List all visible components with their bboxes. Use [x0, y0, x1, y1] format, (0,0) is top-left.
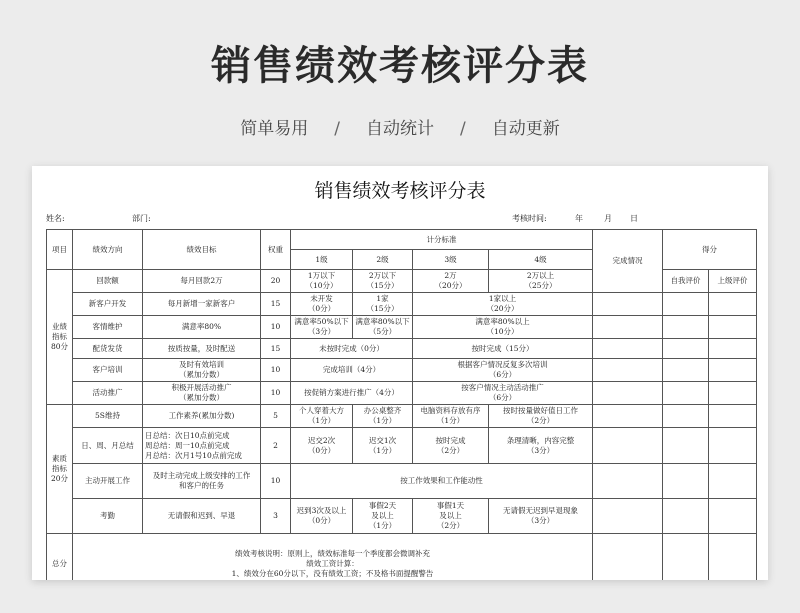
completion-cell[interactable]	[593, 428, 663, 464]
completion-cell[interactable]	[593, 293, 663, 316]
group-performance	[47, 270, 73, 405]
cell-line: （3分）	[526, 516, 555, 525]
cell-line: 根据客户情况反复多次培训	[457, 360, 548, 369]
self-eval-cell[interactable]	[663, 316, 709, 339]
level-cell	[291, 428, 353, 464]
separator: /	[460, 119, 466, 139]
cell-line: 月总结：次月1号10点前完成	[145, 450, 242, 460]
year-label: 年	[575, 214, 583, 223]
target-cell	[143, 428, 261, 464]
target-cell	[143, 359, 261, 382]
sup-eval-header: 上级评价	[709, 270, 757, 293]
direction-cell: 新客户开发	[73, 293, 143, 316]
notes-cell	[73, 534, 593, 581]
target-cell: 满意率80%	[143, 316, 261, 339]
cell-line: 2万以下	[368, 271, 397, 280]
sup-eval-cell[interactable]	[709, 382, 757, 405]
cell-line: 及时主动完成上级安排的工作	[152, 471, 251, 480]
cell-line: （2分）	[436, 445, 465, 455]
weight-cell: 15	[261, 293, 291, 316]
cell-line: （15分）	[366, 281, 399, 290]
table-row	[47, 499, 757, 534]
target-cell: 每月新增一家新客户	[143, 293, 261, 316]
level-cell	[413, 499, 489, 534]
direction-cell: 客情维护	[73, 316, 143, 339]
cell-line: （10分）	[305, 281, 338, 290]
cell-line: （累加分数）	[179, 393, 224, 402]
cell-line: 1家	[376, 294, 389, 303]
weight-cell: 10	[261, 316, 291, 339]
level-cell: 按时完成（15分）	[413, 339, 593, 359]
sup-eval-cell[interactable]	[709, 359, 757, 382]
weight-cell: 5	[261, 405, 291, 428]
self-eval-cell[interactable]	[663, 464, 709, 499]
weight-cell: 3	[261, 499, 291, 534]
cell-line: 事假2天	[368, 501, 397, 510]
sup-eval-cell[interactable]	[709, 534, 757, 581]
level-cell	[291, 270, 353, 293]
cell-line: 个人穿着大方	[299, 406, 344, 415]
cell-line: （0分）	[307, 516, 336, 525]
header-direction: 绩效方向	[73, 230, 143, 270]
level-cell: 按促销方案进行推广（4分）	[291, 382, 413, 405]
cell-line: 周总结：周一10点前完成	[145, 440, 230, 450]
cell-line: 迟交1次	[368, 435, 397, 445]
weight-cell: 2	[261, 428, 291, 464]
level-cell	[489, 428, 593, 464]
cell-line: （25分）	[524, 281, 557, 290]
tagline-auto-update: 自动更新	[491, 119, 560, 139]
level-cell	[291, 293, 353, 316]
completion-cell[interactable]	[593, 464, 663, 499]
self-eval-cell[interactable]	[663, 359, 709, 382]
direction-cell: 主动开展工作	[73, 464, 143, 499]
cell-line: （1分）	[436, 416, 465, 425]
cell-line: 满意率50%以下	[294, 317, 349, 326]
day-label: 日	[630, 214, 638, 223]
level-cell	[413, 270, 489, 293]
cell-line: （1分）	[307, 416, 336, 425]
banner-subtitle	[0, 114, 800, 139]
cell-line: （20分）	[434, 281, 467, 290]
sup-eval-cell[interactable]	[709, 339, 757, 359]
cell-line: （3分）	[307, 327, 336, 336]
dept-label: 部门:	[132, 214, 151, 223]
self-eval-cell[interactable]	[663, 428, 709, 464]
time-label: 考核时间:	[512, 214, 547, 223]
direction-cell: 考勤	[73, 499, 143, 534]
level-cell	[353, 293, 413, 316]
level-cell: 完成培训（4分）	[291, 359, 413, 382]
cell-line: 条理清晰，内容完整	[506, 435, 575, 445]
sup-eval-cell[interactable]	[709, 464, 757, 499]
table-row	[47, 464, 757, 499]
cell-line: （3分）	[526, 445, 555, 455]
cell-line: （0分）	[307, 445, 336, 455]
self-eval-header: 自我评价	[663, 270, 709, 293]
cell-line: （5分）	[368, 327, 397, 336]
banner-title: 销售绩效考核评分表	[211, 43, 589, 89]
cell-line: （2分）	[436, 521, 465, 530]
name-label: 姓名:	[46, 214, 65, 223]
level-cell	[413, 405, 489, 428]
level-cell	[353, 270, 413, 293]
cell-line: 按时完成	[435, 435, 466, 445]
cell-line: 满意率80%以上	[475, 317, 530, 326]
header-completion: 完成情况	[593, 230, 663, 293]
cell-line: （1分）	[368, 445, 397, 455]
cell-line: 及以上	[371, 511, 394, 520]
cell-line: 按客户情况主动活动推广	[461, 383, 544, 392]
cell-line: （1分）	[368, 521, 397, 530]
cell-line: 迟到3次及以上	[296, 506, 347, 515]
table-row	[47, 316, 757, 339]
level-cell	[413, 293, 593, 316]
cell-line: （6分）	[488, 393, 517, 402]
table-row	[47, 293, 757, 316]
header-criteria: 计分标准	[291, 230, 593, 250]
score-table	[46, 229, 757, 580]
group-text: 指标	[52, 464, 67, 473]
target-cell	[143, 464, 261, 499]
cell-line: 按时按量做好值日工作	[503, 406, 578, 415]
group-text: 素质	[52, 454, 67, 463]
header-level2: 2级	[353, 250, 413, 270]
level-cell	[489, 405, 593, 428]
cell-line: 办公桌整齐	[363, 406, 402, 415]
sup-eval-cell[interactable]	[709, 499, 757, 534]
cell-line: 和客户的任务	[179, 481, 224, 490]
weight-cell: 15	[261, 339, 291, 359]
completion-cell[interactable]	[593, 359, 663, 382]
group-text: 指标	[52, 332, 67, 341]
cell-line: （1分）	[368, 416, 397, 425]
note-line: 1、绩效分在60分以下，没有绩效工资；不及格书面提醒警告	[231, 568, 434, 578]
level-cell	[489, 499, 593, 534]
cell-line: 1万以下	[307, 271, 336, 280]
level-cell	[489, 270, 593, 293]
group-text: 20分	[50, 474, 69, 483]
level-cell	[353, 405, 413, 428]
cell-line: 满意率80%以下	[355, 317, 410, 326]
target-cell: 无请假和迟到、早退	[143, 499, 261, 534]
target-cell: 工作素养(累加分数)	[143, 405, 261, 428]
cell-line: 2万	[444, 271, 457, 280]
sup-eval-cell[interactable]	[709, 405, 757, 428]
cell-line: 及以上	[439, 511, 462, 520]
cell-line: 积极开展活动推广	[171, 383, 232, 392]
target-cell	[143, 382, 261, 405]
cell-line: （2分）	[526, 416, 555, 425]
level-cell: 按工作效果和工作能动性	[291, 464, 593, 499]
cell-line: 日总结：次日10点前完成	[145, 430, 230, 440]
table-row	[47, 359, 757, 382]
direction-cell: 活动推广	[73, 382, 143, 405]
separator: /	[334, 119, 340, 139]
level-cell	[413, 428, 489, 464]
level-cell	[413, 359, 593, 382]
self-eval-cell[interactable]	[663, 382, 709, 405]
completion-cell[interactable]	[593, 499, 663, 534]
table-row	[47, 339, 757, 359]
tagline-easy: 简单易用	[240, 119, 309, 139]
table-row	[47, 382, 757, 405]
self-eval-cell[interactable]	[663, 534, 709, 581]
direction-cell: 日、周、月总结	[73, 428, 143, 464]
cell-line: 事假1天	[436, 501, 465, 510]
level-cell	[413, 382, 593, 405]
completion-cell[interactable]	[593, 534, 663, 581]
cell-line: （10分）	[486, 327, 519, 336]
level-cell	[353, 499, 413, 534]
header-weight: 权重	[261, 230, 291, 270]
cell-line: 1家以上	[488, 294, 517, 303]
weight-cell: 10	[261, 382, 291, 405]
cell-line: （0分）	[307, 304, 336, 313]
header-level1: 1级	[291, 250, 353, 270]
completion-cell[interactable]	[593, 339, 663, 359]
cell-line: （累加分数）	[179, 370, 224, 379]
self-eval-cell[interactable]	[663, 339, 709, 359]
spreadsheet-preview	[32, 166, 768, 580]
sup-eval-cell[interactable]	[709, 316, 757, 339]
cell-line: 迟交2次	[307, 435, 336, 445]
header-level4: 4级	[489, 250, 593, 270]
weight-cell: 20	[261, 270, 291, 293]
target-cell: 每月回款2万	[143, 270, 261, 293]
level-cell	[413, 316, 593, 339]
table-row	[47, 428, 757, 464]
direction-cell: 回款额	[73, 270, 143, 293]
self-eval-cell[interactable]	[663, 405, 709, 428]
self-eval-cell[interactable]	[663, 499, 709, 534]
level-cell: 未按时完成（0分）	[291, 339, 413, 359]
header-target: 绩效目标	[143, 230, 261, 270]
table-row	[47, 534, 757, 581]
cell-line: 及时有效培训	[179, 360, 224, 369]
sup-eval-cell[interactable]	[709, 428, 757, 464]
month-label: 月	[604, 214, 612, 223]
direction-cell: 客户培训	[73, 359, 143, 382]
group-text: 业绩	[52, 322, 67, 331]
self-eval-cell[interactable]	[663, 293, 709, 316]
weight-cell: 10	[261, 359, 291, 382]
weight-cell: 10	[261, 464, 291, 499]
level-cell	[291, 316, 353, 339]
direction-cell: 5S维持	[73, 405, 143, 428]
header-project: 项目	[47, 230, 73, 270]
note-line: 绩效考核说明：原则上，绩效标准每一个季度都会微调补充	[235, 548, 430, 558]
completion-cell[interactable]	[593, 405, 663, 428]
completion-cell[interactable]	[593, 316, 663, 339]
direction-cell: 配货发货	[73, 339, 143, 359]
cell-line: 无请假无迟到早退现象	[503, 506, 578, 515]
level-cell	[353, 316, 413, 339]
sheet-title: 销售绩效考核评分表	[314, 180, 486, 202]
target-cell: 按质按量，及时配送	[143, 339, 261, 359]
completion-cell[interactable]	[593, 382, 663, 405]
tagline-auto-stats: 自动统计	[366, 119, 434, 139]
level-cell	[291, 499, 353, 534]
total-label: 总分	[47, 534, 73, 581]
cell-line: （6分）	[488, 370, 517, 379]
cell-line: 未开发	[310, 294, 333, 303]
cell-line: （15分）	[366, 304, 399, 313]
note-line: 绩效工资计算：	[306, 558, 359, 568]
sup-eval-cell[interactable]	[709, 293, 757, 316]
header-level3: 3级	[413, 250, 489, 270]
table-row	[47, 405, 757, 428]
cell-line: 电脑资料存放有序	[420, 406, 481, 415]
group-quality	[47, 405, 73, 534]
level-cell	[291, 405, 353, 428]
header-score: 得分	[663, 230, 757, 270]
group-text: 80分	[50, 342, 69, 351]
level-cell	[353, 428, 413, 464]
cell-line: （20分）	[486, 304, 519, 313]
cell-line: 2万以上	[526, 271, 555, 280]
